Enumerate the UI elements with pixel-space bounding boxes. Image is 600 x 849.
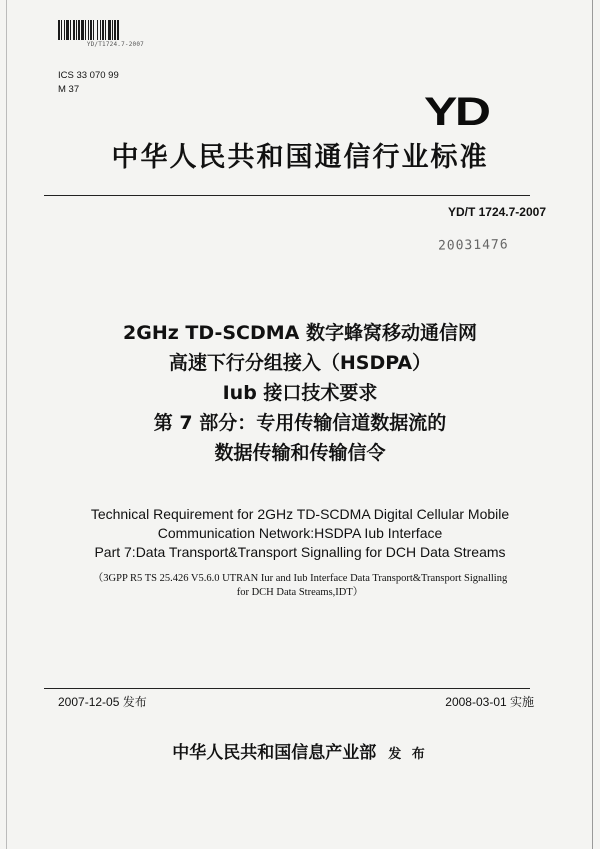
en-title-line: Part 7:Data Transport&Transport Signalling for DCH Data Streams (94, 544, 506, 560)
publication-date: 2007-12-05 发布 (58, 695, 147, 709)
bottom-divider (44, 688, 530, 689)
chinese-title (0, 318, 600, 468)
barcode-bar (90, 20, 92, 40)
barcode-bar (108, 20, 111, 40)
barcode-bar (64, 20, 65, 40)
barcode-caption: YD/T1724.7-2007 (86, 41, 144, 48)
standard-category-title: 中华人民共和国通信行业标准 (111, 142, 489, 173)
top-divider (44, 195, 530, 196)
issuing-authority (0, 738, 600, 763)
barcode-bar (105, 20, 106, 40)
standard-number: YD/T 1724.7-2007 (447, 205, 546, 219)
adoption-line: （3GPP R5 TS 25.426 V5.6.0 UTRAN Iur and Iub Interface Data Transport&Transport Signalling (92, 573, 508, 584)
barcode-bar (76, 20, 77, 40)
issuer-name: 中华人民共和国信息产业部 (172, 743, 377, 763)
barcode-bar (61, 20, 62, 40)
adoption-line: for DCH Data Streams,IDT） (236, 587, 364, 598)
barcode-bar (112, 20, 113, 40)
barcode-label (58, 20, 144, 50)
barcode-bar (93, 20, 94, 40)
english-title (0, 505, 600, 562)
en-title-line: Communication Network:HSDPA Iub Interface (157, 525, 443, 541)
cn-title-line: 第 7 部分：专用传输信道数据流的 (153, 412, 447, 434)
barcode-bar (58, 20, 60, 40)
barcode-bar (100, 20, 101, 40)
cn-title-line: Iub 接口技术要求 (222, 382, 378, 404)
implementation-date: 2008-03-01 实施 (445, 695, 534, 709)
barcode-bar (114, 20, 116, 40)
stamp-number: 20031476 (437, 237, 509, 254)
cn-title-line: 数据传输和传输信令 (214, 442, 386, 464)
barcode-bar (73, 20, 75, 40)
cn-title-line: 2GHz TD-SCDMA 数字蜂窝移动通信网 (123, 322, 477, 344)
barcode-bar (85, 20, 86, 40)
barcode-icon (58, 20, 144, 40)
barcode-bar (78, 20, 80, 40)
ics-code: ICS 33 070 99 (58, 70, 119, 81)
issuer-action: 发 布 (388, 747, 428, 762)
barcode-bar (70, 20, 71, 40)
yd-logo: YD (424, 90, 489, 134)
en-title-line: Technical Requirement for 2GHz TD-SCDMA Digital Cellular Mobile (90, 506, 510, 522)
barcode-bar (97, 20, 98, 40)
barcode-bar (81, 20, 84, 40)
barcode-bar (66, 20, 69, 40)
barcode-bar (102, 20, 104, 40)
barcode-bar (88, 20, 89, 40)
ccs-code: M 37 (58, 84, 80, 95)
cn-title-line: 高速下行分组接入（HSDPA） (168, 352, 432, 374)
barcode-bar (117, 20, 119, 40)
adoption-note (0, 572, 600, 600)
